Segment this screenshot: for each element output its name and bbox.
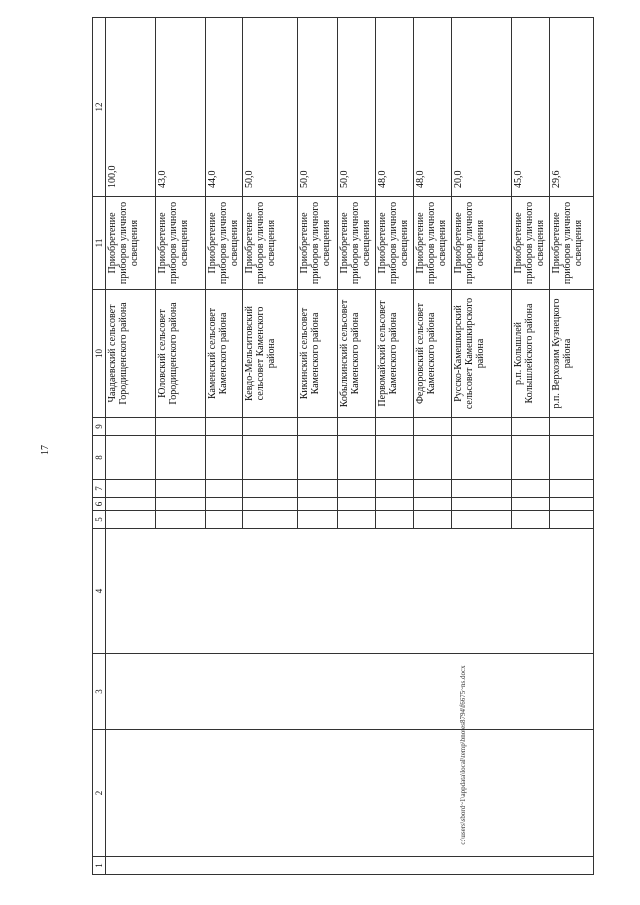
empty-cell xyxy=(375,480,413,498)
column-number: 1 xyxy=(93,857,106,875)
empty-cell xyxy=(511,480,549,498)
empty-cell xyxy=(297,418,337,436)
empty-cell xyxy=(375,498,413,511)
municipality-cell: Кевдо-Мельситовский сельсовет Каменского района xyxy=(242,290,297,418)
col-4-cell xyxy=(106,529,594,654)
col-3-cell xyxy=(106,654,594,730)
empty-cell xyxy=(242,418,297,436)
empty-cell xyxy=(156,498,206,511)
amount-cell: 44,0 xyxy=(206,18,243,197)
empty-cell xyxy=(451,480,511,498)
measure-cell: Приобретение приборов уличного освещения xyxy=(242,197,297,290)
empty-cell xyxy=(375,436,413,480)
empty-cell xyxy=(451,436,511,480)
empty-cell xyxy=(206,511,243,529)
measure-cell: Приобретение приборов уличного освещения xyxy=(511,197,549,290)
municipality-cell: Русско-Камешкирский сельсовет Камешкирского района xyxy=(451,290,511,418)
column-number: 11 xyxy=(93,197,106,290)
empty-cell xyxy=(511,418,549,436)
col-1-cell xyxy=(106,857,594,875)
empty-cell xyxy=(451,511,511,529)
empty-cell xyxy=(106,511,156,529)
municipality-cell: Федоровский сельсовет Каменского района xyxy=(413,290,451,418)
empty-cell xyxy=(337,498,375,511)
empty-cell xyxy=(337,436,375,480)
municipality-cell: р.п. Верхозим Кузнецкого района xyxy=(549,290,593,418)
empty-cell xyxy=(242,511,297,529)
empty-cell xyxy=(156,511,206,529)
column-number: 10 xyxy=(93,290,106,418)
measure-cell: Приобретение приборов уличного освещения xyxy=(156,197,206,290)
measure-cell: Приобретение приборов уличного освещения xyxy=(337,197,375,290)
amount-cell: 48,0 xyxy=(375,18,413,197)
empty-cell xyxy=(337,418,375,436)
amount-cell: 48,0 xyxy=(413,18,451,197)
col-2-cell xyxy=(106,730,594,857)
column-number-row xyxy=(93,18,106,875)
empty-cell xyxy=(297,498,337,511)
empty-cell xyxy=(413,418,451,436)
municipality-cell: Юловский сельсовет Городищенского района xyxy=(156,290,206,418)
table-wrapper xyxy=(92,18,590,875)
empty-cell xyxy=(206,436,243,480)
empty-cell xyxy=(242,436,297,480)
amount-cell: 43,0 xyxy=(156,18,206,197)
column-number: 4 xyxy=(93,529,106,654)
empty-cell xyxy=(206,418,243,436)
measure-cell: Приобретение приборов уличного освещения xyxy=(297,197,337,290)
empty-cell xyxy=(375,511,413,529)
amount-cell: 20,0 xyxy=(451,18,511,197)
amount-cell: 50,0 xyxy=(297,18,337,197)
amount-cell: 50,0 xyxy=(337,18,375,197)
column-number: 6 xyxy=(93,498,106,511)
municipality-cell: Кикинский сельсовет Каменского района xyxy=(297,290,337,418)
empty-cell xyxy=(106,498,156,511)
empty-cell xyxy=(156,436,206,480)
column-number: 2 xyxy=(93,730,106,857)
empty-cell xyxy=(413,498,451,511)
empty-cell xyxy=(451,498,511,511)
amount-cell: 100,0 xyxy=(106,18,156,197)
column-number: 5 xyxy=(93,511,106,529)
column-number: 12 xyxy=(93,18,106,197)
empty-cell xyxy=(106,418,156,436)
empty-cell xyxy=(106,480,156,498)
empty-cell xyxy=(242,498,297,511)
municipality-cell: Первомайский сельсовет Каменского района xyxy=(375,290,413,418)
column-number: 8 xyxy=(93,436,106,480)
empty-cell xyxy=(511,436,549,480)
measure-cell: Приобретение приборов уличного освещения xyxy=(206,197,243,290)
amount-cell: 45,0 xyxy=(511,18,549,197)
empty-cell xyxy=(297,436,337,480)
empty-cell xyxy=(549,436,593,480)
empty-cell xyxy=(206,480,243,498)
footer-file-path: c:\users\sbord~1\appdata\local\temp\bnotes8794\f6675~ns.docx xyxy=(459,665,467,845)
amount-cell: 50,0 xyxy=(242,18,297,197)
measure-cell: Приобретение приборов уличного освещения xyxy=(451,197,511,290)
empty-cell xyxy=(297,480,337,498)
municipality-cell: Каменский сельсовет Каменского района xyxy=(206,290,243,418)
empty-cell xyxy=(451,418,511,436)
empty-cell xyxy=(549,418,593,436)
empty-cell xyxy=(511,511,549,529)
measure-cell: Приобретение приборов уличного освещения xyxy=(549,197,593,290)
empty-cell xyxy=(375,418,413,436)
empty-cell xyxy=(549,498,593,511)
table-row xyxy=(106,18,156,875)
municipality-cell: р.п. Колышлей Колышлейского района xyxy=(511,290,549,418)
empty-cell xyxy=(413,511,451,529)
empty-cell xyxy=(337,480,375,498)
register-table xyxy=(92,17,594,875)
column-number: 3 xyxy=(93,654,106,730)
empty-cell xyxy=(297,511,337,529)
empty-cell xyxy=(549,480,593,498)
column-number: 9 xyxy=(93,418,106,436)
column-number: 7 xyxy=(93,480,106,498)
empty-cell xyxy=(511,498,549,511)
empty-cell xyxy=(413,436,451,480)
municipality-cell: Чаадаевский сельсовет Городищенского района xyxy=(106,290,156,418)
municipality-cell: Кобылкинский сельсовет Каменского района xyxy=(337,290,375,418)
measure-cell: Приобретение приборов уличного освещения xyxy=(413,197,451,290)
empty-cell xyxy=(206,498,243,511)
empty-cell xyxy=(106,436,156,480)
empty-cell xyxy=(413,480,451,498)
empty-cell xyxy=(156,480,206,498)
empty-cell xyxy=(549,511,593,529)
empty-cell xyxy=(242,480,297,498)
empty-cell xyxy=(337,511,375,529)
amount-cell: 29,6 xyxy=(549,18,593,197)
measure-cell: Приобретение приборов уличного освещения xyxy=(375,197,413,290)
page-number: 17 xyxy=(40,445,51,455)
empty-cell xyxy=(156,418,206,436)
measure-cell: Приобретение приборов уличного освещения xyxy=(106,197,156,290)
